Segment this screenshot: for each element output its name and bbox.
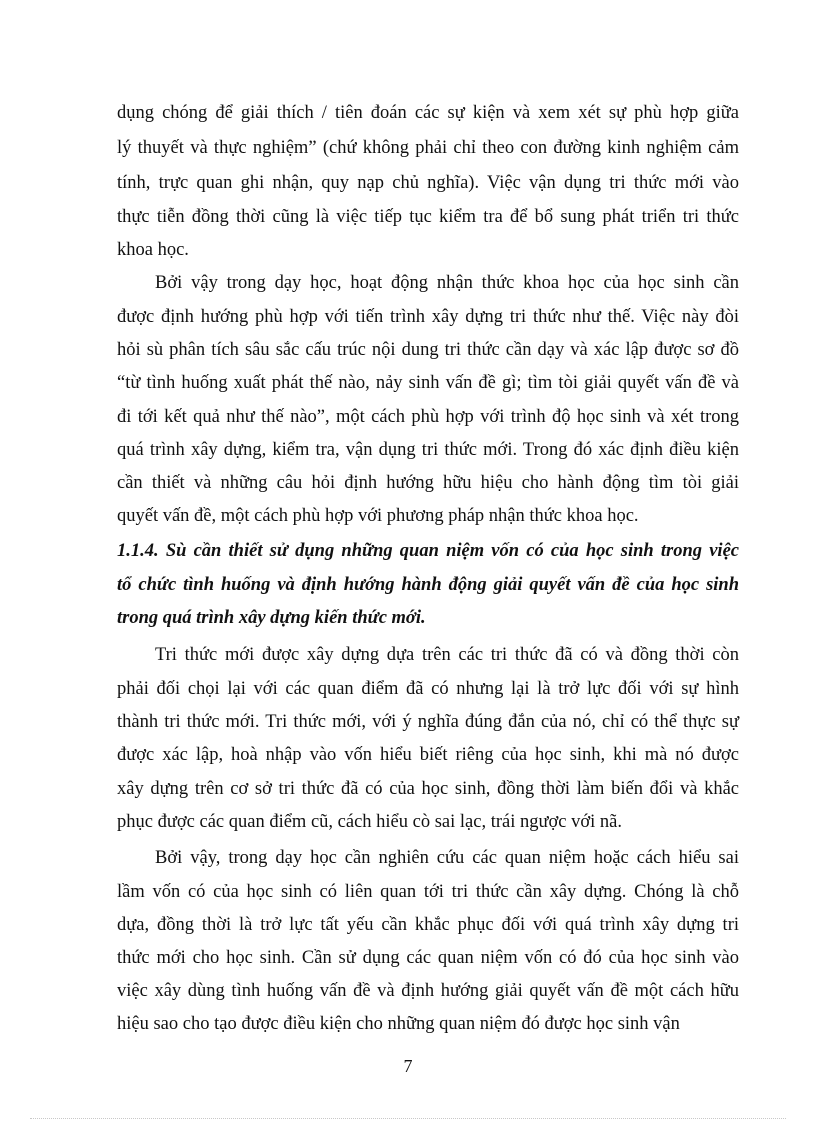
heading-line: tổ chức tình huống và định hướng hành động giải quyết vấn đề của học sinh bbox=[117, 575, 739, 595]
paragraph-line: cần thiết và những câu hỏi định hướng hữu hiệu cho hành động tìm tòi giải bbox=[117, 473, 739, 493]
paragraph-line: quyết vấn đề, một cách phù hợp với phương pháp nhận thức khoa học. bbox=[117, 506, 639, 526]
paragraph-line: thức mới cho học sinh. Cần sử dụng các quan niệm vốn có đó của học sinh vào bbox=[117, 948, 739, 968]
paragraph-line: dựa, đồng thời là trở lực tất yếu cần khắc phục đối với quá trình xây dựng tri bbox=[117, 915, 739, 935]
paragraph-line: “từ tình huống xuất phát thế nào, nảy sinh vấn đề gì; tìm tòi giải quyết vấn đề và bbox=[117, 373, 739, 393]
paragraph-line: khoa học. bbox=[117, 240, 189, 260]
paragraph-line: Bởi vậy trong dạy học, hoạt động nhận thức khoa học của học sinh cần bbox=[155, 273, 739, 293]
paragraph-line: việc xây dùng tình huống vấn đề và định hướng giải quyết vấn đề một cách hữu bbox=[117, 981, 739, 1001]
paragraph-line: được xác lập, hoà nhập vào vốn hiểu biết riêng của học sinh, khi mà nó được bbox=[117, 745, 739, 765]
paragraph-line: thực tiễn đồng thời cũng là việc tiếp tục kiểm tra để bổ sung phát triển tri thức bbox=[117, 207, 739, 227]
paragraph-line: phục được các quan điểm cũ, cách hiểu cò sai lạc, trái ngược với nã. bbox=[117, 812, 623, 832]
paragraph-line: quá trình xây dựng, kiểm tra, vận dụng tri thức mới. Trong đó xác định điều kiện bbox=[117, 440, 739, 460]
paragraph-line: xây dựng trên cơ sở tri thức đã có của học sinh, đồng thời làm biến đổi và khắc bbox=[117, 779, 739, 799]
paragraph-line: Tri thức mới được xây dựng dựa trên các tri thức đã có và đồng thời còn bbox=[155, 645, 739, 665]
paragraph-line: thành tri thức mới. Tri thức mới, với ý nghĩa đúng đắn của nó, chỉ có thể thực sự bbox=[117, 712, 739, 732]
paragraph-line: hiệu sao cho tạo được điều kiện cho những quan niệm đó được học sinh vận bbox=[117, 1014, 680, 1034]
paragraph-line: dụng chóng để giải thích / tiên đoán các sự kiện và xem xét sự phù hợp giữa bbox=[117, 103, 739, 123]
paragraph-line: đi tới kết quả như thế nào”, một cách phù hợp với trình độ học sinh và xét trong bbox=[117, 407, 739, 427]
paragraph-line: lý thuyết và thực nghiệm” (chứ không phải chỉ theo con đường kinh nghiệm cảm bbox=[117, 138, 739, 158]
paragraph-line: Bởi vậy, trong dạy học cần nghiên cứu các quan niệm hoặc cách hiểu sai bbox=[155, 848, 739, 868]
paragraph-line: được định hướng phù hợp với tiến trình xây dựng tri thức như thế. Việc này đòi bbox=[117, 307, 739, 327]
paragraph-line: hỏi sù phân tích sâu sắc cấu trúc nội dung tri thức cần dạy và xác lập được sơ đồ bbox=[117, 340, 739, 360]
page-number: 7 bbox=[403, 1056, 413, 1076]
heading-line: trong quá trình xây dựng kiến thức mới. bbox=[117, 608, 426, 628]
page-boundary-rule bbox=[30, 1118, 786, 1119]
paragraph-line: lầm vốn có của học sinh có liên quan tới tri thức cần xây dựng. Chóng là chỗ bbox=[117, 882, 739, 902]
paragraph-line: phải đối chọi lại với các quan điểm đã có nhưng lại là trở lực đối với sự hình bbox=[117, 679, 739, 699]
heading-line: 1.1.4. Sù cần thiết sử dụng những quan niệm vốn có của học sinh trong việc bbox=[117, 541, 739, 561]
paragraph-line: tính, trực quan ghi nhận, quy nạp chủ nghĩa). Việc vận dụng tri thức mới vào bbox=[117, 173, 739, 193]
